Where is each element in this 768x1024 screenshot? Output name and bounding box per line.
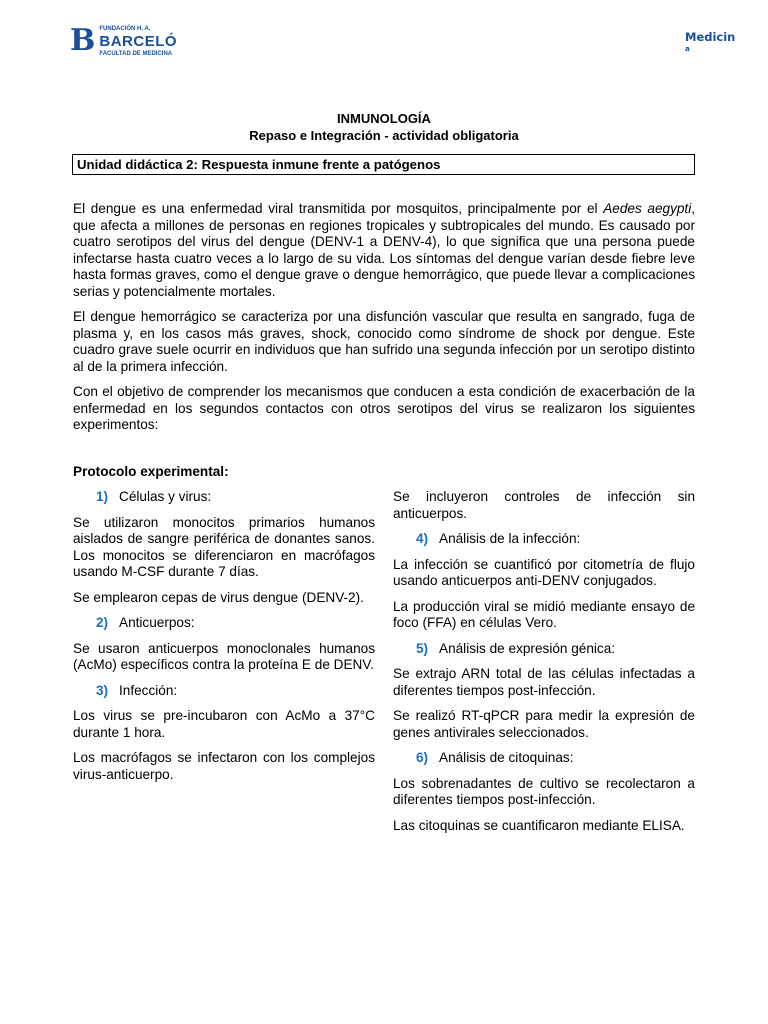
protocol-heading: Protocolo experimental: xyxy=(73,463,229,479)
section-heading: 4) Análisis de la infección: xyxy=(416,531,581,546)
protocol-columns xyxy=(73,489,695,843)
barcelo-logo xyxy=(70,24,177,58)
section-heading: 3) Infección: xyxy=(96,682,178,698)
paragraph: Las citoquinas se cuantificaron mediante ELISA. xyxy=(393,817,685,833)
logo-line: FACULTAD DE MEDICINA xyxy=(99,50,173,57)
document-title xyxy=(73,110,695,144)
right-column xyxy=(393,489,695,843)
paragraph: La infección se cuantificó por citometría de flujo usando anticuerpos anti-DENV conjugados. xyxy=(393,556,695,588)
section-heading: 2) Anticuerpos: xyxy=(96,615,195,630)
paragraph: Los macrófagos se infectaron con los complejos virus-anticuerpo. xyxy=(73,750,375,782)
paragraph: Se utilizaron monocitos primarios humanos aislados de sangre periférica de donantes sanos. Los monocitos se diferenciaron en macrófagos usando M-CSF durante 7 días. xyxy=(73,514,375,579)
page-header xyxy=(70,23,736,84)
paragraph: Se incluyeron controles de infección sin anticuerpos. xyxy=(393,489,695,521)
paragraph: Se realizó RT-qPCR para medir la expresión de genes antivirales seleccionados. xyxy=(393,708,695,740)
paragraph: Se emplearon cepas de virus dengue (DENV-2). xyxy=(73,589,364,605)
unit-box: Unidad didáctica 2: Respuesta inmune frente a patógenos xyxy=(72,154,695,175)
paragraph: Los sobrenadantes de cultivo se recolectaron a diferentes tiempos post-infección. xyxy=(393,775,695,807)
intro-text xyxy=(73,201,695,434)
paragraph: Se extrajo ARN total de las células infectadas a diferentes tiempos post-infección. xyxy=(393,666,695,698)
header-right-line: a xyxy=(685,45,690,53)
logo-line: FUNDACIÓN H. A. xyxy=(99,25,151,32)
logo-line: BARCELÓ xyxy=(99,32,178,50)
logo-mark-icon: B xyxy=(70,23,96,58)
paragraph: La producción viral se midió mediante ensayo de foco (FFA) en células Vero. xyxy=(393,598,695,630)
header-right-line: Medicin xyxy=(685,30,736,44)
left-column xyxy=(73,489,375,843)
section-heading: 1) Células y virus: xyxy=(96,489,212,504)
section-heading: 6) Análisis de citoquinas: xyxy=(416,750,574,765)
title-line: INMUNOLOGÍA xyxy=(337,111,431,126)
paragraph: El dengue es una enfermedad viral transmitida por mosquitos, principalmente por el Aedes aegypti, que afecta a millones de personas en regiones tropicales y subtropicales del mundo. Es causado por cuatro serotipos del virus del dengue (DENV-1 a DENV-4), lo que significa que una persona puede infectarse hasta cuatro veces a lo largo de su vida. Los síntomas del dengue varían desde fiebre leve hasta formas graves, como el dengue grave o dengue hemorrágico, que puede llevar a complicaciones serias y potencialmente mortales. xyxy=(73,201,696,299)
paragraph: Se usaron anticuerpos monoclonales humanos (AcMo) específicos contra la proteína E de DENV. xyxy=(73,640,375,672)
header-right-text xyxy=(685,30,755,54)
paragraph: El dengue hemorrágico se caracteriza por una disfunción vascular que resulta en sangrado, fuga de plasma y, en los casos más graves, shock, conocido como síndrome de shock por dengue. Este cuadro grave suele ocurrir en individuos que han sufrido una segunda infección por un serotipo distinto al de la primera infección. xyxy=(73,309,695,374)
paragraph: Los virus se pre-incubaron con AcMo a 37°C durante 1 hora. xyxy=(73,708,375,740)
section-heading: 5) Análisis de expresión génica: xyxy=(416,640,616,656)
paragraph: Con el objetivo de comprender los mecanismos que conducen a esta condición de exacerbación de la enfermedad en los segundos contactos con otros serotipos del virus se realizaron los siguientes experimentos: xyxy=(73,384,695,432)
document-subtitle: Repaso e Integración - actividad obligatoria xyxy=(249,128,519,143)
